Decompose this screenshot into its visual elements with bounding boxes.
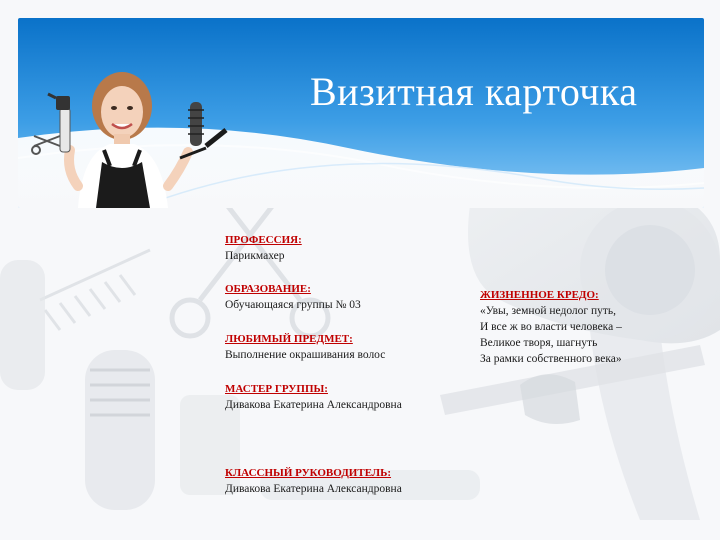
class-teacher-value: Дивакова Екатерина Александровна (225, 483, 402, 495)
profession-field (225, 232, 302, 264)
education-field (225, 281, 361, 313)
group-master-label: МАСТЕР ГРУППЫ: (225, 383, 328, 395)
education-label: ОБРАЗОВАНИЕ: (225, 283, 311, 295)
life-motto-field (480, 287, 622, 367)
life-motto-line: Великое творя, шагнуть (480, 337, 598, 349)
profession-value: Парикмахер (225, 250, 285, 262)
favorite-subject-value: Выполнение окрашивания волос (225, 349, 386, 361)
page-title: Визитная карточка (310, 69, 638, 114)
class-teacher-field (225, 465, 402, 497)
life-motto-label: ЖИЗНЕННОЕ КРЕДО: (480, 289, 599, 301)
group-master-value: Дивакова Екатерина Александровна (225, 399, 402, 411)
life-motto-line: За рамки собственного века» (480, 353, 622, 365)
life-motto-line: И все ж во власти человека – (480, 321, 622, 333)
life-motto-line: «Увы, земной недолог путь, (480, 305, 617, 317)
education-value: Обучающаяся группы № 03 (225, 299, 361, 311)
class-teacher-label: КЛАССНЫЙ РУКОВОДИТЕЛЬ: (225, 467, 392, 479)
profession-label: ПРОФЕССИЯ: (225, 234, 302, 246)
hairdresser-photo-icon (30, 66, 240, 208)
favorite-subject-field (225, 331, 385, 363)
group-master-field (225, 381, 402, 413)
favorite-subject-label: ЛЮБИМЫЙ ПРЕДМЕТ: (225, 333, 353, 345)
